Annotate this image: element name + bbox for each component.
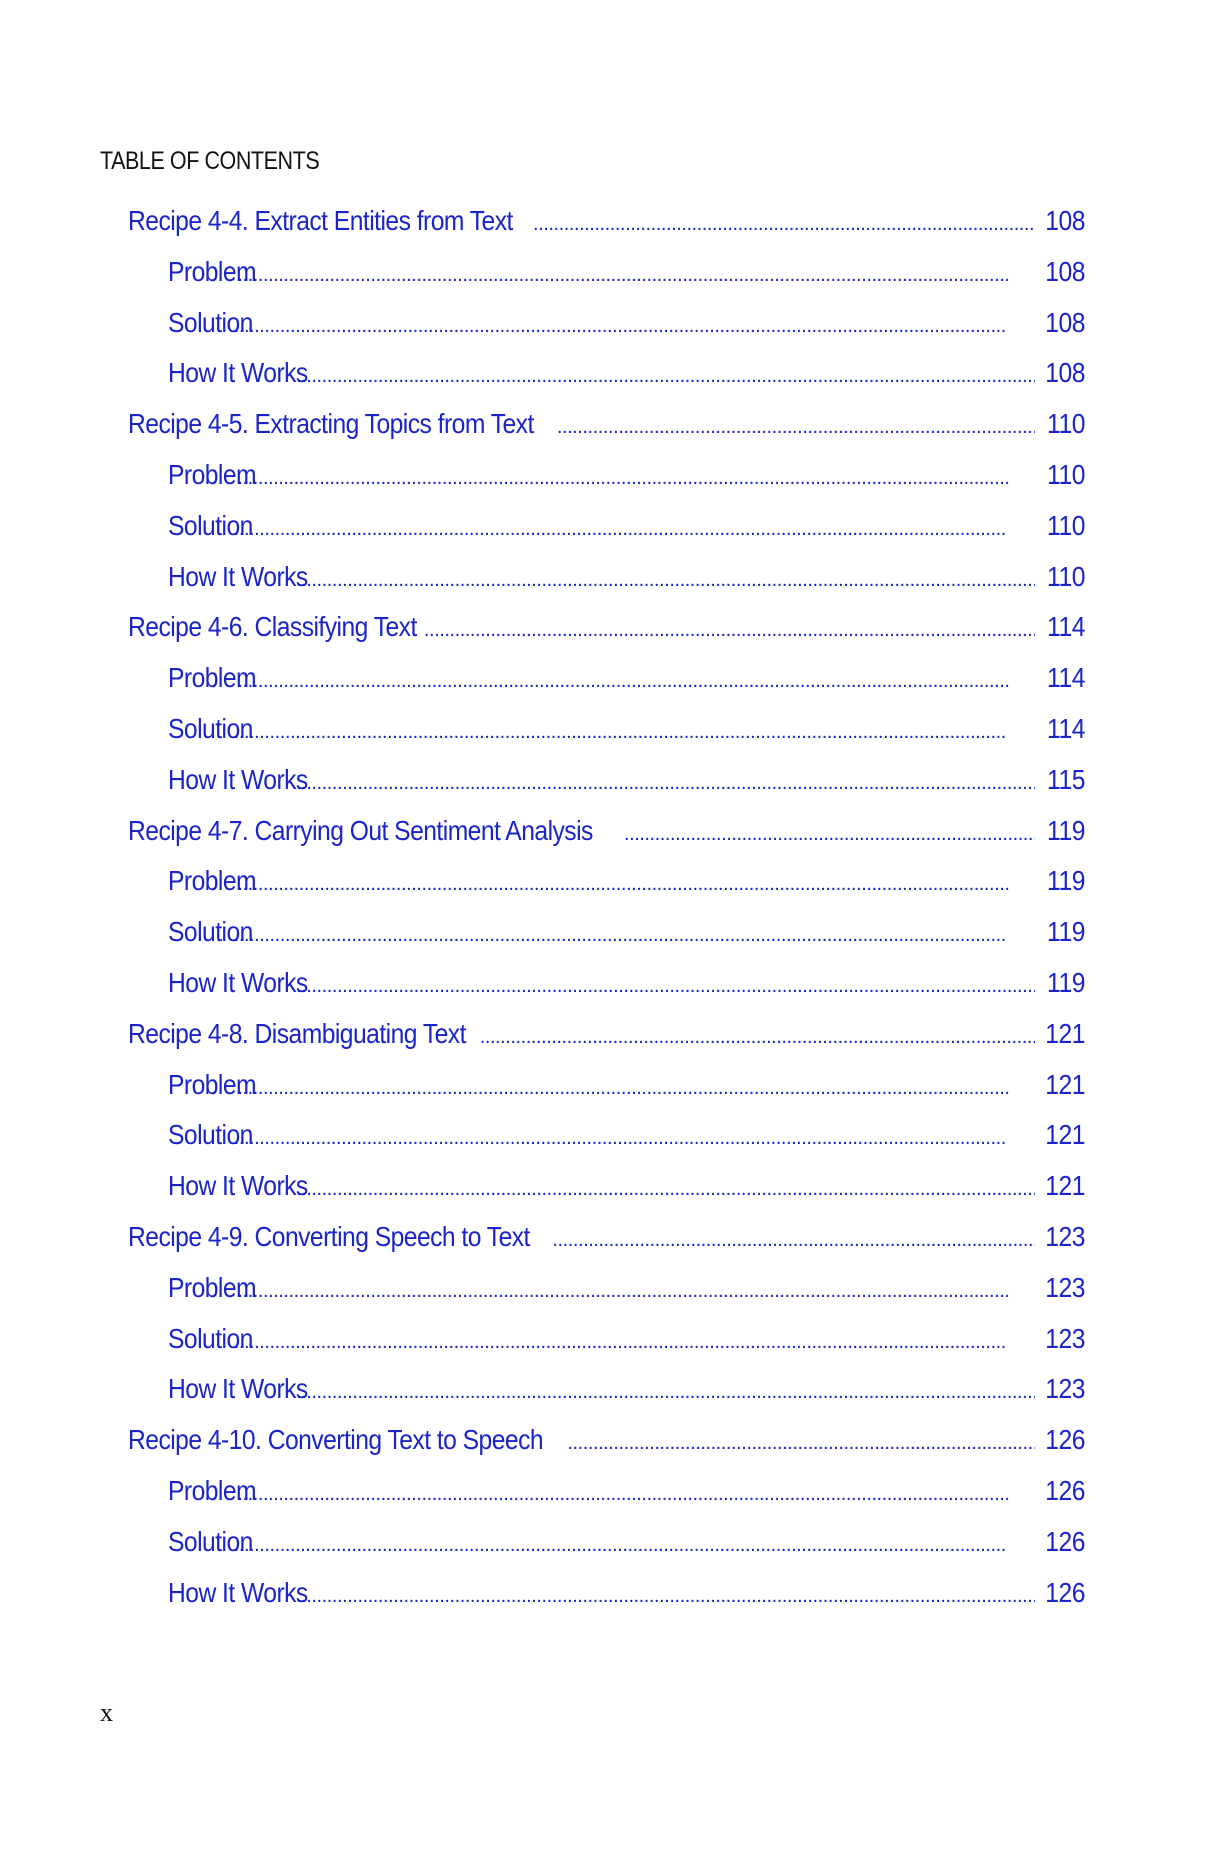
- toc-entry-title: Problem: [168, 865, 257, 897]
- toc-entry-title: How It Works: [168, 966, 308, 998]
- toc-entry-recipe[interactable]: [128, 1221, 1085, 1272]
- toc-entry-page: 119: [1047, 865, 1085, 897]
- toc-entry-subsection[interactable]: [128, 916, 1085, 967]
- toc-entry-subsection[interactable]: [128, 1272, 1085, 1323]
- toc-entry-page: 110: [1047, 408, 1085, 440]
- toc-entry-page: 121: [1045, 1119, 1085, 1151]
- dot-leader: [237, 467, 1035, 490]
- toc-list: [128, 205, 1085, 1627]
- toc-entry-page: 114: [1047, 662, 1085, 694]
- toc-entry-page: 110: [1047, 560, 1085, 592]
- toc-entry-recipe[interactable]: [128, 408, 1085, 459]
- dot-leader: [234, 315, 1035, 338]
- page-number: x: [100, 1698, 113, 1727]
- toc-entry-page: 126: [1045, 1576, 1085, 1608]
- toc-entry-title: Recipe 4-9. Converting Speech to Text: [128, 1220, 530, 1252]
- toc-entry-title: Problem: [168, 1068, 257, 1100]
- toc-entry-page: 114: [1047, 611, 1085, 643]
- toc-entry-subsection[interactable]: [128, 1170, 1085, 1221]
- running-head: TABLE OF CONTENTS: [100, 147, 320, 175]
- toc-entry-subsection[interactable]: [128, 561, 1085, 612]
- dot-leader: [296, 1585, 1035, 1608]
- toc-entry-page: 126: [1045, 1474, 1085, 1506]
- toc-entry-title: How It Works: [168, 357, 308, 389]
- toc-entry-title: Solution: [168, 916, 253, 948]
- toc-entry-page: 121: [1045, 1170, 1085, 1202]
- dot-leader: [296, 772, 1035, 795]
- dot-leader: [234, 1534, 1035, 1557]
- toc-entry-page: 115: [1047, 763, 1085, 795]
- toc-entry-page: 126: [1045, 1424, 1085, 1456]
- toc-entry-title: Solution: [168, 1322, 253, 1354]
- toc-entry-title: How It Works: [168, 1373, 308, 1405]
- dot-leader: [424, 619, 1035, 642]
- toc-entry-page: 108: [1045, 306, 1085, 338]
- toc-entry-title: Solution: [168, 1119, 253, 1151]
- toc-entry-title: Problem: [168, 458, 257, 490]
- toc-entry-page: 123: [1045, 1322, 1085, 1354]
- toc-entry-page: 123: [1045, 1220, 1085, 1252]
- toc-entry-title: Solution: [168, 306, 253, 338]
- toc-entry-title: How It Works: [168, 1170, 308, 1202]
- toc-entry-page: 114: [1047, 712, 1085, 744]
- toc-entry-title: Problem: [168, 1271, 257, 1303]
- toc-entry-subsection[interactable]: [128, 662, 1085, 713]
- toc-entry-title: Recipe 4-6. Classifying Text: [128, 611, 417, 643]
- dot-leader: [296, 1178, 1035, 1201]
- dot-leader: [237, 264, 1035, 287]
- dot-leader: [237, 670, 1035, 693]
- toc-entry-title: Recipe 4-7. Carrying Out Sentiment Analysis: [128, 814, 593, 846]
- toc-entry-title: Problem: [168, 255, 257, 287]
- toc-entry-title: Solution: [168, 712, 253, 744]
- dot-leader: [296, 569, 1035, 592]
- dot-leader: [567, 1432, 1035, 1455]
- toc-entry-title: How It Works: [168, 560, 308, 592]
- toc-entry-subsection[interactable]: [128, 307, 1085, 358]
- toc-entry-page: 110: [1047, 458, 1085, 490]
- toc-entry-title: Recipe 4-5. Extracting Topics from Text: [128, 408, 534, 440]
- toc-entry-page: 121: [1045, 1017, 1085, 1049]
- toc-entry-subsection[interactable]: [128, 1069, 1085, 1120]
- dot-leader: [234, 1331, 1035, 1354]
- dot-leader: [234, 721, 1035, 744]
- toc-entry-page: 108: [1045, 255, 1085, 287]
- toc-entry-page: 123: [1045, 1271, 1085, 1303]
- dot-leader: [480, 1026, 1035, 1049]
- toc-entry-title: Problem: [168, 1474, 257, 1506]
- toc-entry-recipe[interactable]: [128, 1424, 1085, 1475]
- toc-entry-title: Solution: [168, 509, 253, 541]
- toc-entry-subsection[interactable]: [128, 510, 1085, 561]
- dot-leader: [237, 873, 1035, 896]
- toc-entry-subsection[interactable]: [128, 1373, 1085, 1424]
- toc-entry-subsection[interactable]: [128, 713, 1085, 764]
- toc-entry-subsection[interactable]: [128, 764, 1085, 815]
- dot-leader: [557, 416, 1035, 439]
- toc-entry-subsection[interactable]: [128, 1119, 1085, 1170]
- toc-entry-title: How It Works: [168, 1576, 308, 1608]
- toc-entry-subsection[interactable]: [128, 1577, 1085, 1628]
- toc-entry-title: Recipe 4-8. Disambiguating Text: [128, 1017, 466, 1049]
- dot-leader: [237, 1280, 1035, 1303]
- toc-entry-recipe[interactable]: [128, 1018, 1085, 1069]
- toc-entry-page: 121: [1045, 1068, 1085, 1100]
- toc-entry-page: 108: [1045, 357, 1085, 389]
- toc-entry-subsection[interactable]: [128, 459, 1085, 510]
- toc-entry-recipe[interactable]: [128, 815, 1085, 866]
- dot-leader: [296, 1381, 1035, 1404]
- toc-entry-subsection[interactable]: [128, 1323, 1085, 1374]
- toc-entry-recipe[interactable]: [128, 205, 1085, 256]
- toc-entry-subsection[interactable]: [128, 865, 1085, 916]
- toc-entry-page: 123: [1045, 1373, 1085, 1405]
- toc-entry-page: 126: [1045, 1525, 1085, 1557]
- toc-entry-subsection[interactable]: [128, 967, 1085, 1018]
- dot-leader: [234, 924, 1035, 947]
- toc-entry-page: 110: [1047, 509, 1085, 541]
- toc-entry-subsection[interactable]: [128, 357, 1085, 408]
- toc-entry-recipe[interactable]: [128, 611, 1085, 662]
- toc-entry-page: 119: [1047, 814, 1085, 846]
- toc-entry-title: Recipe 4-10. Converting Text to Speech: [128, 1424, 544, 1456]
- toc-entry-title: Solution: [168, 1525, 253, 1557]
- toc-entry-subsection[interactable]: [128, 256, 1085, 307]
- dot-leader: [234, 518, 1035, 541]
- dot-leader: [552, 1229, 1035, 1252]
- dot-leader: [296, 975, 1035, 998]
- toc-entry-page: 108: [1045, 205, 1085, 236]
- dot-leader: [237, 1077, 1035, 1100]
- toc-entry-subsection[interactable]: [128, 1475, 1085, 1526]
- toc-entry-title: Recipe 4-4. Extract Entities from Text: [128, 205, 513, 236]
- dot-leader: [296, 365, 1035, 388]
- toc-entry-page: 119: [1047, 916, 1085, 948]
- toc-entry-title: Problem: [168, 662, 257, 694]
- dot-leader: [624, 823, 1035, 846]
- toc-entry-page: 119: [1047, 966, 1085, 998]
- dot-leader: [234, 1127, 1035, 1150]
- toc-entry-title: How It Works: [168, 763, 308, 795]
- toc-entry-subsection[interactable]: [128, 1526, 1085, 1577]
- dot-leader: [237, 1483, 1035, 1506]
- dot-leader: [533, 213, 1035, 236]
